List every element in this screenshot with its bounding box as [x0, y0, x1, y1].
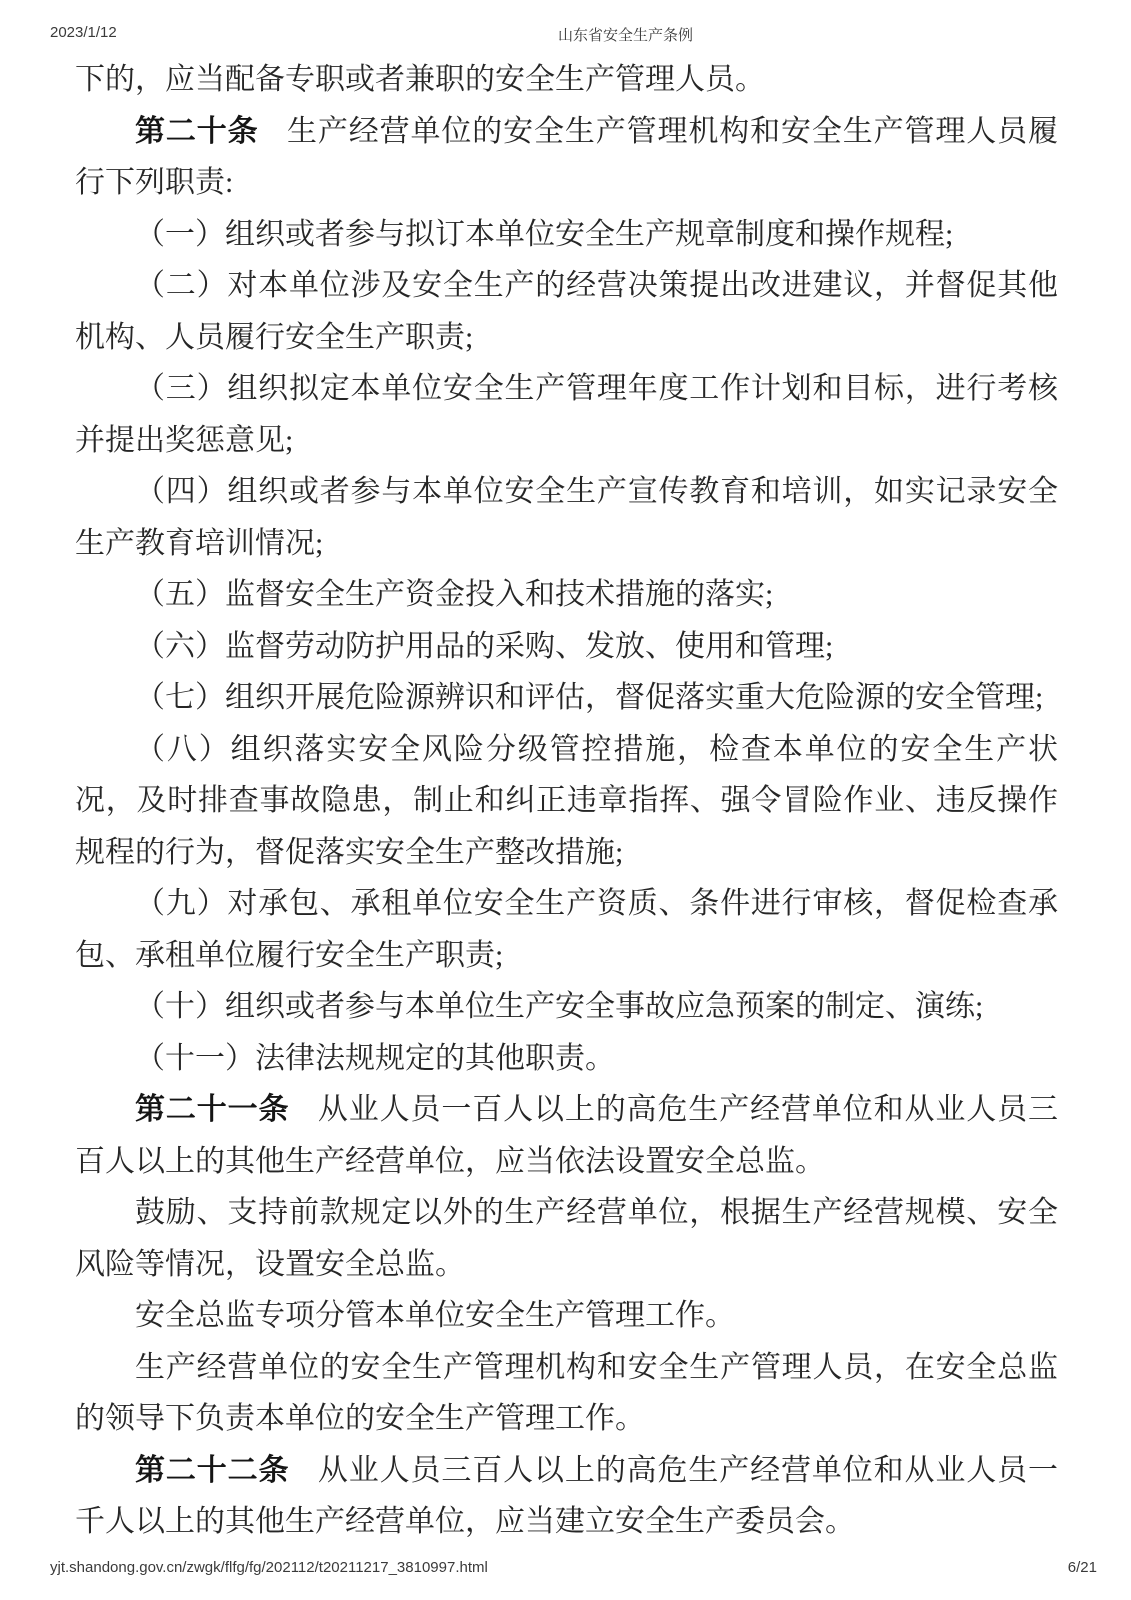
paragraph-text: 鼓励、支持前款规定以外的生产经营单位，根据生产经营规模、安全风险等情况，设置安全总监。: [75, 1196, 1058, 1281]
paragraph: [75, 363, 1058, 466]
footer-url: yjt.shandong.gov.cn/zwgk/flfg/fg/202112/t20211217_3810997.html: [50, 1559, 488, 1576]
page-number: 6/21: [1067, 1559, 1097, 1576]
paragraph-text: 从业人员一百人以上的高危生产经营单位和从业人员三百人以上的其他生产经营单位，应当依法设置安全总监。: [75, 1093, 1058, 1178]
paragraph: [75, 1342, 1058, 1445]
paragraph: [75, 1084, 1058, 1187]
paragraph: [75, 54, 1058, 106]
paragraph: [75, 981, 1058, 1033]
paragraph-text: （二）对本单位涉及安全生产的经营决策提出改进建议，并督促其他机构、人员履行安全生产职责;: [75, 269, 1058, 354]
paragraph: [75, 569, 1058, 621]
paragraph-text: （九）对承包、承租单位安全生产资质、条件进行审核，督促检查承包、承租单位履行安全生产职责;: [75, 887, 1058, 972]
paragraph-text: （十一）法律法规规定的其他职责。: [135, 1041, 615, 1075]
document-body: [75, 54, 1058, 1548]
paragraph: [75, 878, 1058, 981]
paragraph: [75, 1290, 1058, 1342]
paragraph: [75, 621, 1058, 673]
paragraph: [75, 672, 1058, 724]
print-header: [50, 24, 1097, 44]
paragraph-text: （七）组织开展危险源辨识和评估，督促落实重大危险源的安全管理;: [135, 681, 1044, 714]
paragraph-text: 生产经营单位的安全生产管理机构和安全生产管理人员，在安全总监的领导下负责本单位的安全生产管理工作。: [75, 1350, 1058, 1435]
paragraph: [75, 466, 1058, 569]
paragraph: [75, 106, 1058, 209]
paragraph: [75, 1187, 1058, 1290]
paragraph: [75, 1033, 1058, 1085]
paragraph-text: （五）监督安全生产资金投入和技术措施的落实;: [135, 578, 774, 611]
header-title: 山东省安全生产条例: [558, 27, 694, 44]
paragraph: [75, 209, 1058, 261]
paragraph-text: （四）组织或者参与本单位安全生产宣传教育和培训，如实记录安全生产教育培训情况;: [75, 475, 1058, 560]
paragraph: [75, 724, 1058, 879]
paragraph-text: 下的，应当配备专职或者兼职的安全生产管理人员。: [75, 63, 765, 96]
paragraph-text: （六）监督劳动防护用品的采购、发放、使用和管理;: [135, 629, 834, 663]
article-number: 第二十条: [135, 114, 259, 148]
article-number: 第二十一条: [135, 1093, 290, 1126]
paragraph: [75, 1445, 1058, 1548]
article-number: 第二十二条: [135, 1453, 290, 1487]
print-footer: [50, 1559, 1097, 1576]
paragraph-text: （三）组织拟定本单位安全生产管理年度工作计划和目标，进行考核并提出奖惩意见;: [75, 372, 1058, 457]
paragraph-text: （一）组织或者参与拟订本单位安全生产规章制度和操作规程;: [135, 217, 954, 251]
paragraph-text: 生产经营单位的安全生产管理机构和安全生产管理人员履行下列职责:: [75, 114, 1058, 199]
header-date: 2023/1/12: [50, 24, 117, 41]
paragraph-text: （十）组织或者参与本单位生产安全事故应急预案的制定、演练;: [135, 990, 984, 1023]
paragraph-text: （八）组织落实安全风险分级管控措施，检查本单位的安全生产状况，及时排查事故隐患，制止和纠正违章指挥、强令冒险作业、违反操作规程的行为，督促落实安全生产整改措施;: [75, 732, 1058, 869]
paragraph-text: 安全总监专项分管本单位安全生产管理工作。: [135, 1299, 735, 1332]
paragraph: [75, 260, 1058, 363]
paragraph-text: 从业人员三百人以上的高危生产经营单位和从业人员一千人以上的其他生产经营单位，应当建立安全生产委员会。: [75, 1453, 1058, 1538]
